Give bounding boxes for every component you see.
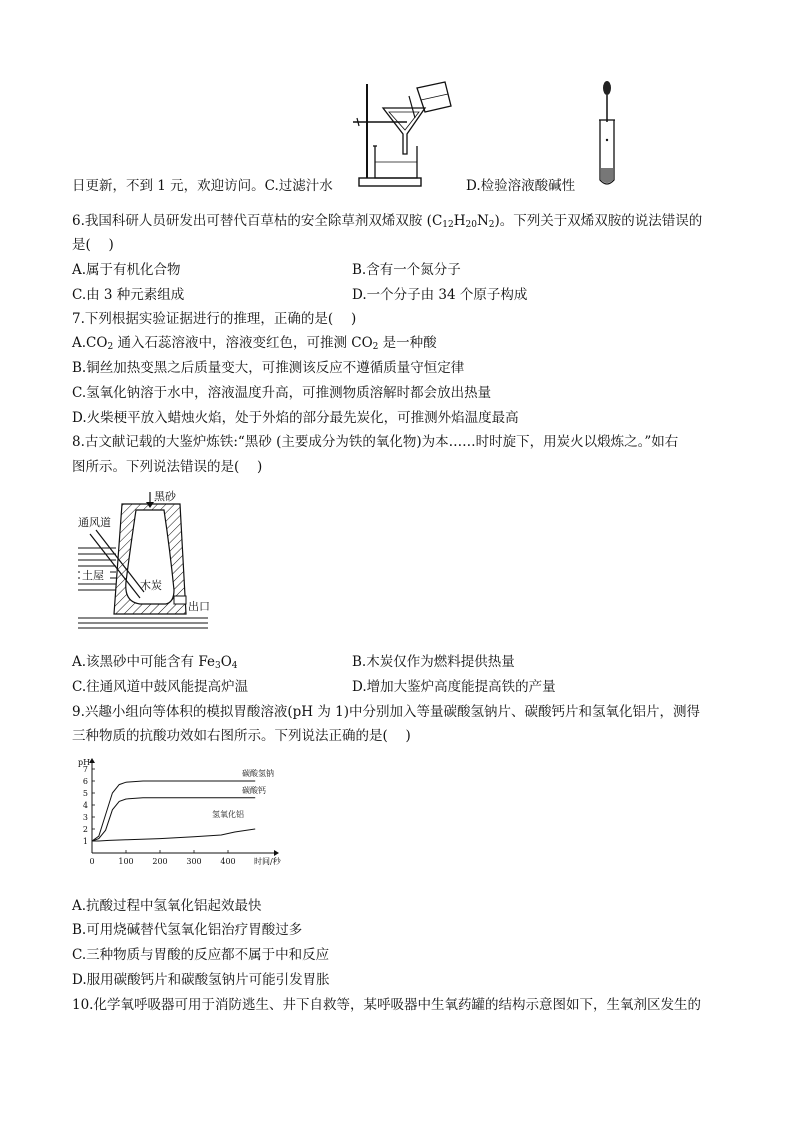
furnace-figure: [78, 490, 220, 632]
glass-rod: [409, 96, 415, 118]
q8-option-b: B.木炭仅作为燃料提供热量: [352, 654, 515, 670]
x-tick-label: 100: [118, 857, 134, 866]
y-tick-label: 1: [82, 837, 88, 846]
q8-option-c: C.往通风道中鼓风能提高炉温: [72, 679, 249, 695]
series-label-3: 氢氧化铝: [212, 810, 244, 819]
q6-option-b: B.含有一个氮分子: [352, 262, 461, 278]
y-tick-label: 4: [82, 801, 88, 810]
test-tube-dropper-figure: [595, 80, 619, 190]
y-tick-label: 6: [82, 777, 88, 786]
x-tick-label: 0: [89, 857, 95, 866]
ph-chart: [70, 757, 290, 877]
q9-stem-line1: 9.兴趣小组向等体积的模拟胃酸溶液(pH 为 1)中分别加入等量碳酸氢钠片、碳酸钙片和氢氧化铝片，测得: [72, 704, 700, 720]
label-outlet: 出口: [188, 600, 210, 613]
q9-stem-line2: 三种物质的抗酸功效如右图所示。下列说法正确的是( ): [72, 728, 411, 744]
q8-option-a: A.该黑砂中可能含有 $Fe_3O_4$: [72, 654, 238, 671]
y-tick-label: 2: [82, 825, 88, 834]
series-label-2: 碳酸钙: [242, 785, 266, 795]
q7-option-b: B.铜丝加热变黑之后质量变大，可推测该反应不遵循质量守恒定律: [72, 360, 465, 376]
x-tick-label: 200: [152, 857, 168, 866]
q6-stem-line1: 6.我国科研人员研发出可替代百草枯的安全除草剂双烯双胺 $(C_{12}H_{20}N_2)$。下列关于双烯双胺的说法错误的: [72, 213, 703, 230]
x-tick-label: 400: [220, 857, 236, 866]
series-line-3: [92, 829, 255, 841]
q9-option-b: B.可用烧碱替代氢氧化铝治疗胃酸过多: [72, 922, 303, 938]
filtration-apparatus-figure: [345, 78, 455, 192]
q9-option-a: A.抗酸过程中氢氧化铝起效最快: [72, 898, 262, 914]
q8-stem-line1: 8.古文献记载的大鉴炉炼铁:“黑砂 (主要成分为铁的氧化物)为本……时时旋下，用炭火以煅炼之。”如右: [72, 434, 679, 450]
q7-option-a: $A.CO_2$ 通入石蕊溶液中，溶液变红色，可推测 $CO_2$ 是一种酸: [72, 335, 437, 352]
x-tick-label: 300: [186, 857, 202, 866]
label-charcoal: 木炭: [140, 579, 162, 592]
q10-stem-line1: 10.化学氧呼吸器可用于消防逃生、井下自救等，某呼吸器中生氧药罐的结构示意图如下，生氧剂区发生的: [72, 997, 701, 1013]
stand-base: [359, 178, 421, 186]
q7-option-d: D.火柴梗平放入蜡烛火焰，处于外焰的部分最先炭化，可推测外焰温度最高: [72, 410, 519, 426]
series-line-2: [92, 798, 255, 841]
q6-option-c: C.由 3 种元素组成: [72, 287, 185, 303]
q9-option-d: D.服用碳酸钙片和碳酸氢钠片可能引发胃胀: [72, 972, 330, 988]
y-tick-label: 3: [82, 813, 88, 822]
y-tick-label: 7: [82, 765, 88, 774]
q6-stem-line2: 是( ): [72, 237, 114, 253]
q9-option-c: C.三种物质与胃酸的反应都不属于中和反应: [72, 947, 330, 963]
series-label-1: 碳酸氢钠: [242, 769, 274, 778]
filtration-option-text: 日更新，不到 1 元，欢迎访问。C.过滤汁水: [72, 178, 333, 194]
label-earth-house: 土屋: [82, 569, 104, 582]
q8-stem-line2: 图所示。下列说法错误的是( ): [72, 459, 263, 475]
check-acidity-option: D.检验溶液酸碱性: [466, 178, 576, 194]
q7-option-c: C.氢氧化钠溶于水中，溶液温度升高，可推测物质溶解时都会放出热量: [72, 385, 492, 401]
q8-option-d: D.增加大鉴炉高度能提高铁的产量: [352, 679, 556, 695]
q6-option-a: A.属于有机化合物: [72, 262, 181, 278]
top-row-text: [72, 177, 333, 195]
x-axis-label: 时间/秒: [254, 857, 281, 866]
funnel: [383, 108, 425, 154]
y-tick-label: 5: [82, 789, 88, 798]
label-vent: 通风道: [78, 516, 111, 529]
q6-option-d: D.一个分子由 34 个原子构成: [352, 287, 528, 303]
label-black-sand: 黑砂: [154, 490, 176, 503]
x-axis-arrow: [274, 850, 279, 856]
q7-stem: 7.下列根据实验证据进行的推理，正确的是( ): [72, 311, 357, 327]
dropper-bulb: [603, 81, 611, 95]
y-axis-label: pH: [78, 758, 91, 767]
